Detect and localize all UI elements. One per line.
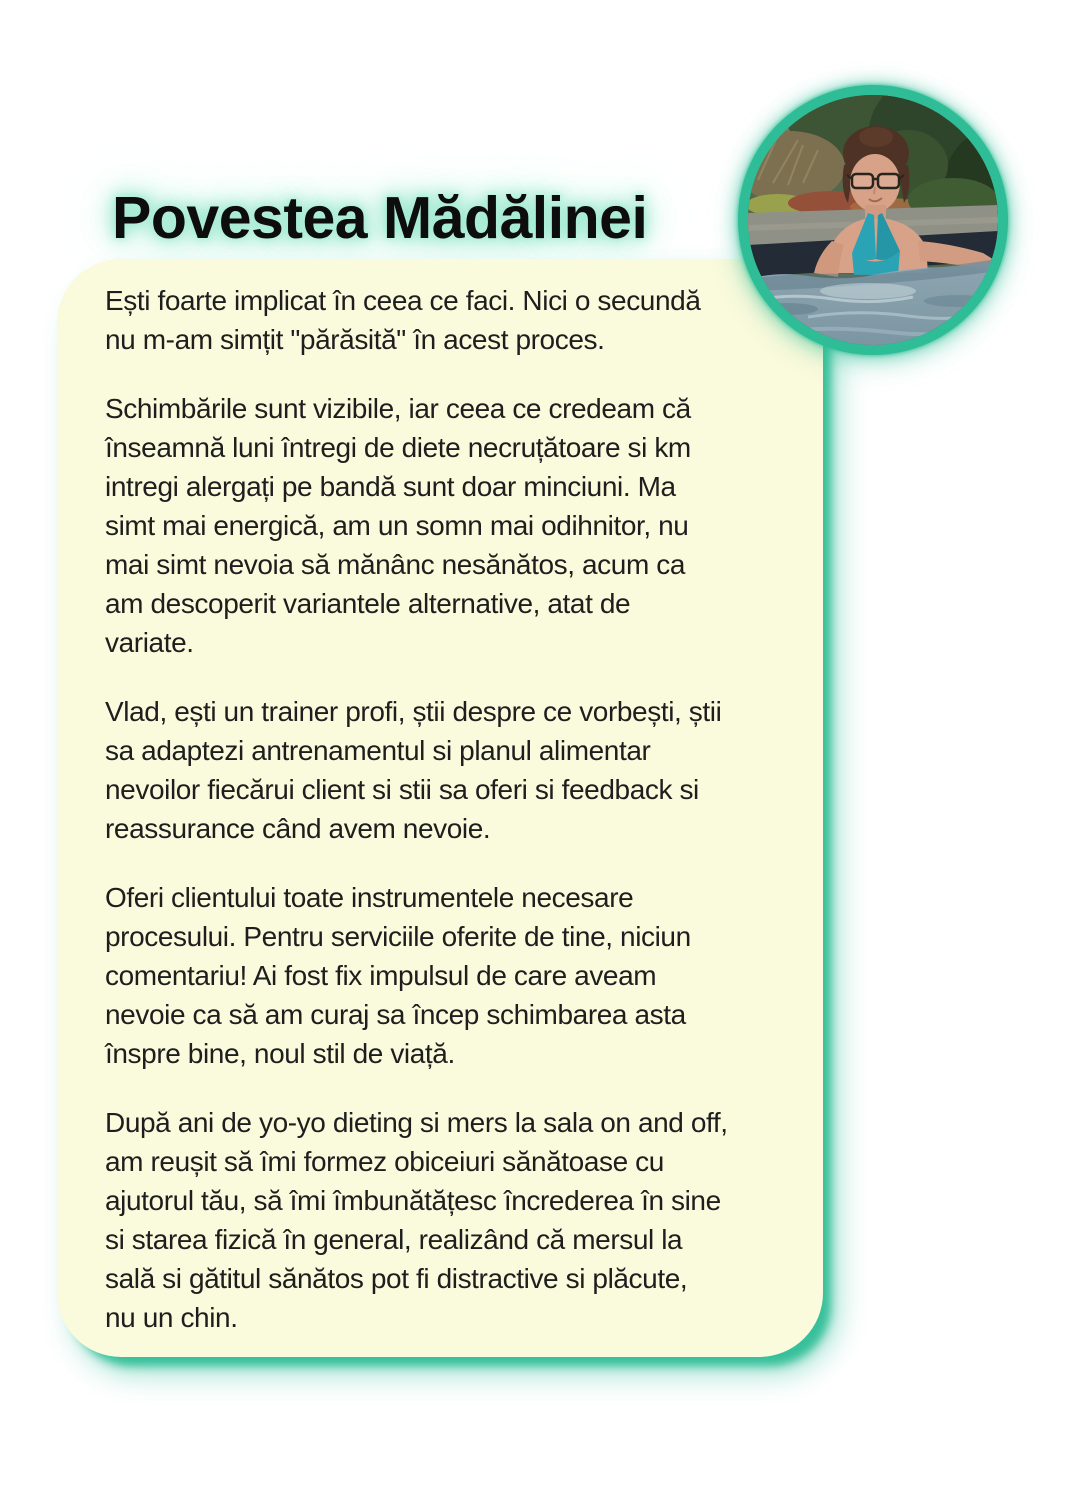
text-line: nevoilor fiecărui client si stii sa oferi si feedback si [105,774,699,805]
paragraph [105,1103,789,1337]
text-line: După ani de yo-yo dieting si mers la sala on and off, [105,1107,728,1138]
text-line: nu un chin. [105,1302,238,1333]
text-line: comentariu! Ai fost fix impulsul de care aveam [105,960,657,991]
text-line: Ești foarte implicat în ceea ce faci. Nici o secundă [105,285,701,316]
text-line: simt mai energică, am un somn mai odihnitor, nu [105,510,689,541]
testimonial-card [57,259,823,1357]
text-line: intregi alergați pe bandă sunt doar minciuni. Ma [105,471,676,502]
text-line: nu m-am simțit "părăsită" în acest proces. [105,324,605,355]
text-line: mai simt nevoia să mănânc nesănătos, acum ca [105,549,686,580]
text-line: procesului. Pentru serviciile oferite de tine, niciun [105,921,691,952]
text-line: si starea fizică în general, realizând că mersul la [105,1224,683,1255]
paragraph [105,281,789,359]
paragraph [105,389,789,662]
text-line: sală si gătitul sănătos pot fi distractive si plăcute, [105,1263,688,1294]
text-line: sa adaptezi antrenamentul si planul alimentar [105,735,651,766]
text-line: înseamnă luni întregi de diete necruțătoare si km [105,432,691,463]
profile-photo [738,85,1008,355]
text-line: înspre bine, noul stil de viață. [105,1038,455,1069]
text-line: ajutorul tău, să îmi îmbunătățesc încrederea în sine [105,1185,721,1216]
woman-in-pool-illustration [748,95,998,345]
text-line: am descoperit variantele alternative, atat de [105,588,631,619]
text-line: am reușit să îmi formez obiceiuri sănătoase cu [105,1146,664,1177]
text-line: nevoie ca să am curaj sa încep schimbarea asta [105,999,686,1030]
text-line: reassurance când avem nevoie. [105,813,491,844]
text-line: variate. [105,627,194,658]
page-title: Povestea Mădălinei [112,185,648,251]
paragraph [105,692,789,848]
text-line: Oferi clientului toate instrumentele necesare [105,882,634,913]
paragraph [105,878,789,1073]
text-line: Vlad, ești un trainer profi, știi despre ce vorbești, știi [105,696,722,727]
text-line: Schimbările sunt vizibile, iar ceea ce credeam că [105,393,691,424]
